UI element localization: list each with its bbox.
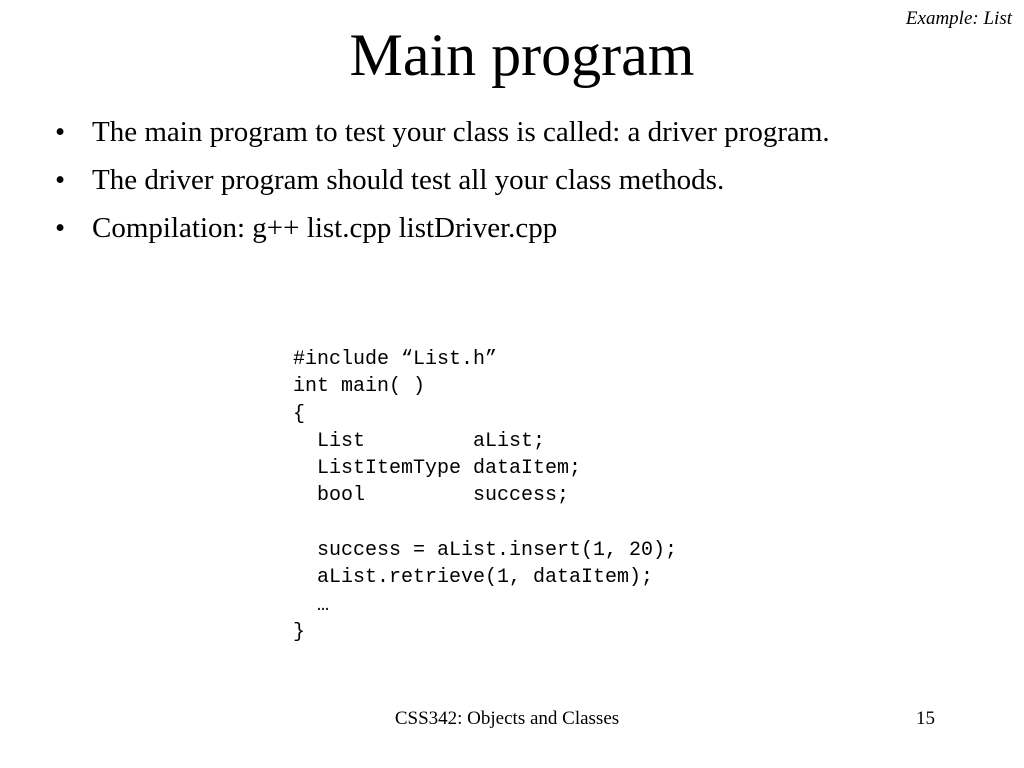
bullet-text: The main program to test your class is called: a driver program. xyxy=(92,116,830,148)
code-line: ListItemType dataItem; xyxy=(293,457,582,481)
bullet-item xyxy=(55,160,855,200)
code-line: bool success; xyxy=(293,484,570,508)
page-number: 15 xyxy=(916,708,935,729)
bullet-icon: • xyxy=(55,116,66,148)
bullet-text: Compilation: g++ list.cpp listDriver.cpp xyxy=(92,212,558,244)
code-line xyxy=(293,510,677,537)
code-line: } xyxy=(293,620,306,644)
code-line: int main( ) xyxy=(293,375,426,399)
bullet-list xyxy=(55,112,855,256)
code-line: { xyxy=(293,402,306,426)
code-line: List aList; xyxy=(293,429,546,453)
code-line: #include “List.h” xyxy=(293,348,498,371)
bullet-icon: • xyxy=(55,164,66,196)
code-line: … xyxy=(293,593,330,617)
slide-footer xyxy=(0,708,1024,730)
code-line: aList.retrieve(1, dataItem); xyxy=(293,566,654,590)
code-block xyxy=(293,346,677,646)
slide-title: Main program xyxy=(349,22,695,88)
bullet-icon: • xyxy=(55,212,66,244)
footer-text: CSS342: Objects and Classes xyxy=(394,708,620,729)
code-line: success = aList.insert(1, 20); xyxy=(293,539,678,563)
bullet-text: The driver program should test all your class methods. xyxy=(92,164,725,196)
corner-label: Example: List xyxy=(905,8,1012,29)
bullet-item xyxy=(55,208,855,248)
bullet-item xyxy=(55,112,855,152)
